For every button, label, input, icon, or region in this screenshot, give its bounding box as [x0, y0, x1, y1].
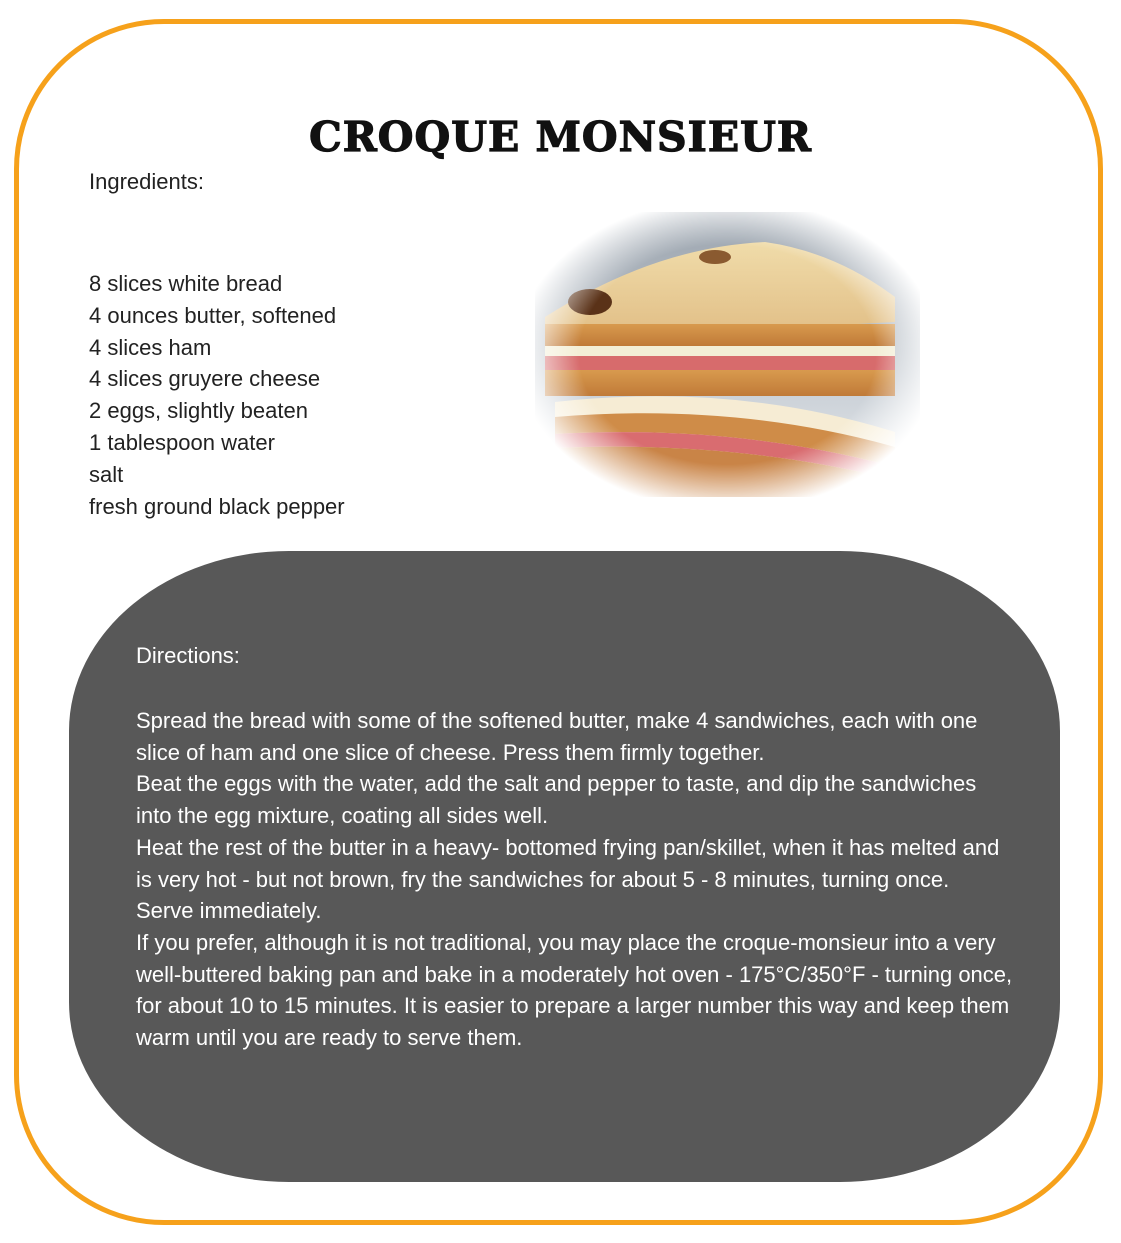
ingredients-heading: Ingredients:: [89, 169, 204, 194]
ingredients-list: [89, 268, 345, 522]
direction-step: Spread the bread with some of the softened butter, make 4 sandwiches, each with one slice of ham and one slice of cheese. Press them firmly together.: [136, 708, 978, 765]
ingredient-item: 8 slices white bread: [89, 271, 283, 296]
ingredient-item: 2 eggs, slightly beaten: [89, 398, 308, 424]
directions-list: [136, 705, 1016, 1054]
direction-step: Heat the rest of the butter in a heavy- bottomed frying pan/skillet, when it has melted and is very hot - but not brown, fry the sandwiches for about 5 - 8 minutes, turning once.: [136, 834, 1000, 892]
ingredient-item: salt: [89, 461, 124, 487]
ingredient-item: 1 tablespoon water: [89, 429, 275, 455]
direction-step: Serve immediately.: [136, 898, 322, 924]
direction-step: Beat the eggs with the water, add the salt and pepper to taste, and dip the sandwiches into the egg mixture, coating all sides well.: [136, 771, 977, 829]
directions-panel: [69, 551, 1060, 1182]
direction-step: If you prefer, although it is not traditional, you may place the croque-monsieur into a very well-buttered baking pan and bake in a moderately hot oven - 175°C/350°F - turning once, for about 10 to 15 minutes. It is easier to prepare a larger number this way and keep them warm until you are ready to serve them.: [136, 929, 1013, 1051]
sandwich-photo: [535, 212, 920, 497]
ingredient-item: 4 ounces butter, softened: [89, 302, 337, 328]
ingredient-item: 4 slices ham: [89, 334, 212, 360]
directions-heading: Directions:: [136, 643, 240, 668]
ingredient-item: fresh ground black pepper: [89, 493, 345, 519]
recipe-title: CROQUE MONSIEUR: [309, 113, 812, 162]
ingredient-item: 4 slices gruyere cheese: [89, 366, 321, 392]
